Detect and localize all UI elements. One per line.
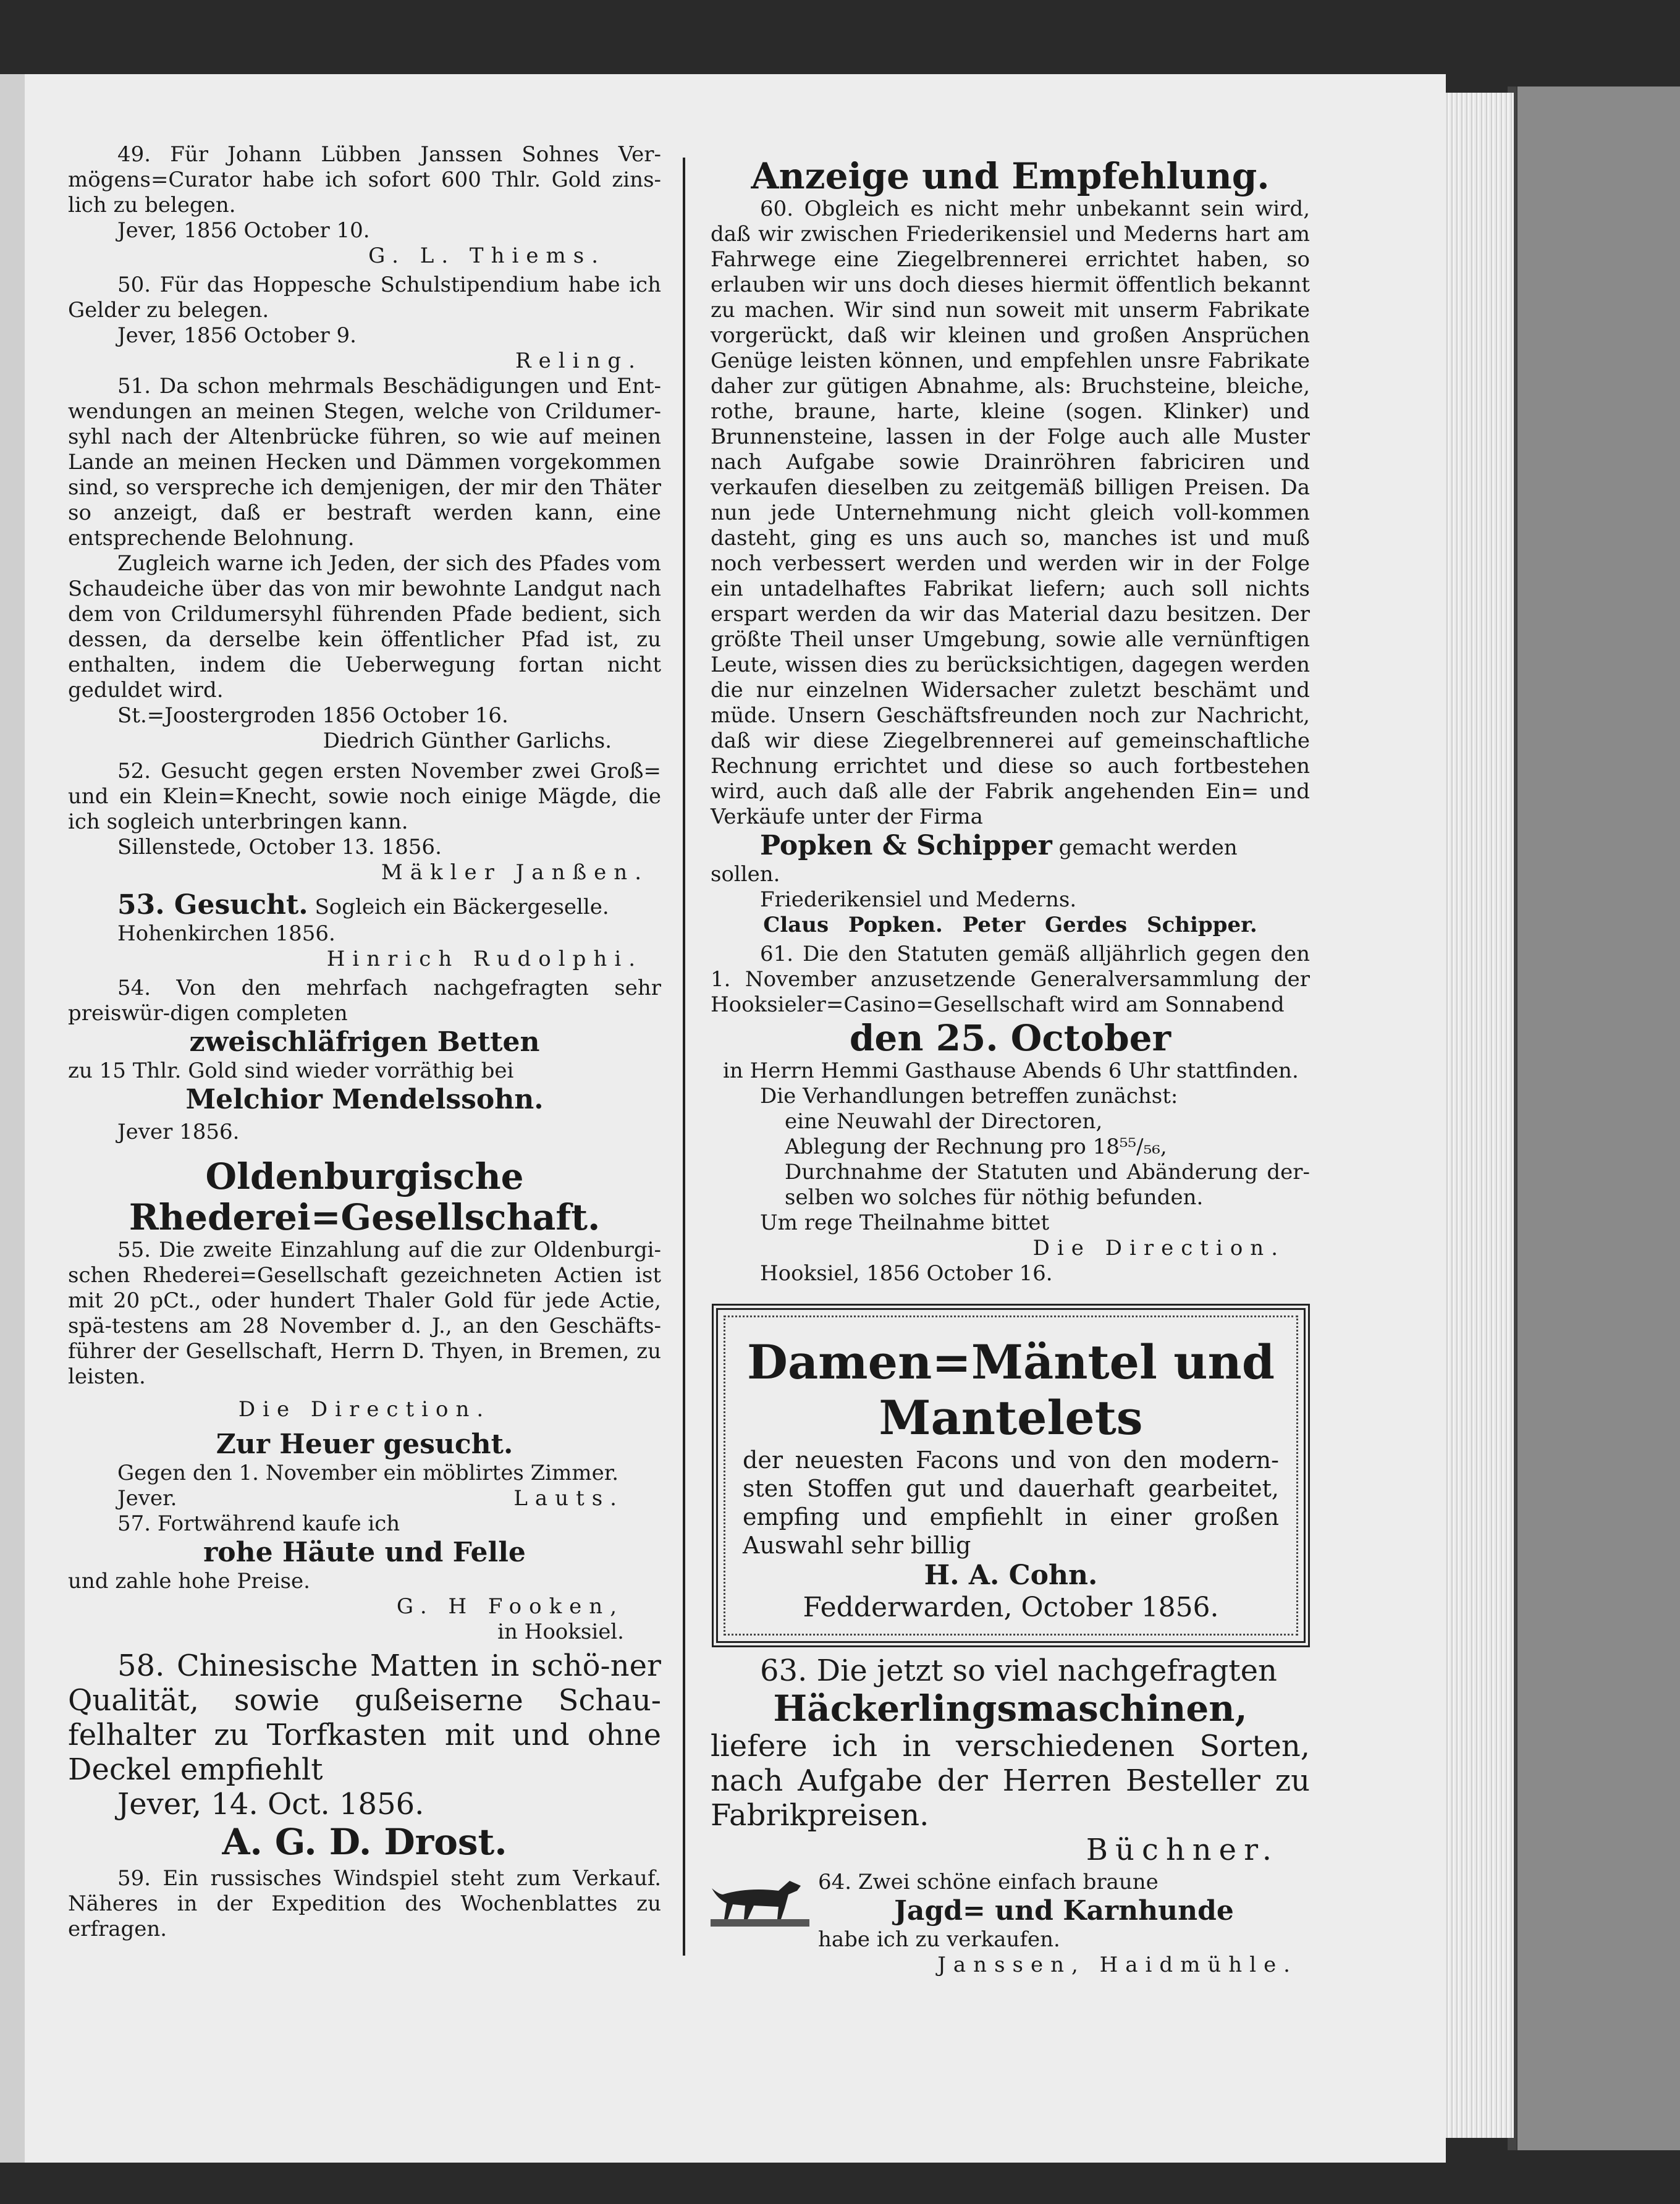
ad-50-text: 50. Für das Hoppesche Schulstipendium habe ich Gelder zu belegen. bbox=[68, 272, 661, 323]
ad-53-heading: 53. Gesucht. bbox=[117, 889, 308, 921]
ad-64 bbox=[711, 1870, 1310, 1978]
ad-57-text: 57. Fortwährend kaufe ich bbox=[117, 1511, 400, 1536]
ad-53 bbox=[68, 889, 661, 972]
ad-62-text: der neuesten Facons und von den modern-sten Stoffen gut und dauerhaft gearbeitet, empfing und empfiehlt in einer großen Auswahl sehr billig bbox=[743, 1446, 1279, 1559]
ad-60-heading: Anzeige und Empfehlung. bbox=[751, 155, 1270, 197]
ad-53-date: Hohenkirchen 1856. bbox=[117, 921, 336, 946]
ad-61 bbox=[711, 942, 1310, 1286]
ad-54 bbox=[68, 976, 661, 1145]
ad-56-text: Gegen den 1. November ein möblirtes Zimmer. bbox=[117, 1461, 619, 1485]
ad-60-firm: Popken & Schipper bbox=[760, 830, 1052, 861]
ad-63 bbox=[711, 1653, 1310, 1867]
ad-55-signature: Die Direction. bbox=[238, 1397, 491, 1422]
ad-49 bbox=[68, 142, 661, 269]
ad-56 bbox=[68, 1429, 661, 1511]
ad-61-closing: Um rege Theilnahme bittet bbox=[760, 1210, 1050, 1235]
ad-49-date: Jever, 1856 October 10. bbox=[117, 218, 370, 243]
right-column bbox=[711, 156, 1310, 1978]
ad-52-signature: Mäkler Janßen. bbox=[381, 860, 649, 885]
ad-61-text: 61. Die den Statuten gemäß alljährlich gegen den 1. November anzusetzende Generalversammlung der Hooksieler=Casino=Gesellschaft wird am Sonnabend bbox=[711, 942, 1310, 1017]
ad-62-date: Fedderwarden, October 1856. bbox=[803, 1592, 1219, 1623]
ad-62-signature: H. A. Cohn. bbox=[924, 1560, 1098, 1591]
ad-59-text: 59. Ein russisches Windspiel steht zum Verkauf. Näheres in der Expedition des Wochenblattes zu erfragen. bbox=[68, 1866, 661, 1941]
ad-55 bbox=[68, 1156, 661, 1422]
ad-51-date: St.=Joostergroden 1856 October 16. bbox=[117, 703, 509, 728]
ad-58-signature: A. G. D. Drost. bbox=[222, 1821, 507, 1863]
ad-54-text: 54. Von den mehrfach nachgefragten sehr preiswür-digen completen bbox=[68, 976, 661, 1026]
ad-50-signature: Reling. bbox=[515, 348, 643, 373]
ad-55-text: 55. Die zweite Einzahlung auf die zur Oldenburgi-schen Rhederei=Gesellschaft gezeichneten Actien ist mit 20 pCt., oder hundert Thaler Gold für jede Actie, spä-testens am 28 November d. J., an den Geschäfts-führer der Gesellschaft, Herrn D. Thyen, in Bremen, zu leisten. bbox=[68, 1238, 661, 1389]
ad-64-product: Jagd= und Karnhunde bbox=[894, 1895, 1234, 1927]
ad-61-agenda-3: Durchnahme der Statuten und Abänderung der-selben wo solches für nöthig befunden. bbox=[785, 1160, 1310, 1210]
ad-60-text: 60. Obgleich es nicht mehr unbekannt sein wird, daß wir zwischen Friederikensiel und Mederns hart am Fahrwege eine Ziegelbrennerei errichtet haben, so erlauben wir uns doch dieses hiermit öffentlich bekannt zu machen. Wir sind nun soweit mit unserm Fabrikate vorgerückt, daß wir kleinen und großen Ansprüchen Genüge leisten können, und empfehlen unsre Fabrikate daher zur gütigen Abnahme, als: Bruchsteine, bleiche, rothe, braune, harte, kleine (sogen. Klinker) und Brunnensteine, lassen in der Folge auch alle Muster nach Aufgabe sowie Drainröhren fabriciren und verkaufen dieselben zu zeitgemäß billigen Preisen. Da nun jede Unternehmung nicht gleich voll-kommen dasteht, ging es uns auch so, manches ist und muß noch verbessert werden und werden wir in der Folge ein untadelhaftes Fabrikat liefern; auch soll nichts erspart werden da wir das Material dazu besitzen. Der größte Theil unser Umgebung, sowie alle vernünftigen Leute, wissen dies zu berücksichtigen, dagegen werden die nur einzelnen Widersacher zuletzt beschämt und müde. Unsern Geschäftsfreunden noch zur Nachricht, daß wir diese Ziegelbrennerei auf gemeinschaftliche Rechnung errichtet und diese so auch fortbestehen wird, auch daß alle der Fabrik angehenden Ein= und Verkäufe unter der Firma bbox=[711, 196, 1310, 829]
ad-61-agenda-1: eine Neuwahl der Directoren, bbox=[785, 1109, 1103, 1134]
ad-63-text: 63. Die jetzt so viel nachgefragten bbox=[760, 1653, 1277, 1688]
ad-51-signature: Diedrich Günther Garlichs. bbox=[323, 728, 612, 753]
previous-page-edge bbox=[0, 74, 25, 2163]
ad-61-location: in Herrn Hemmi Gasthause Abends 6 Uhr stattfinden. bbox=[723, 1058, 1299, 1083]
ad-60-text-end: gemacht werden sollen. bbox=[711, 835, 1238, 887]
ad-64-signature: Janssen, Haidmühle. bbox=[937, 1953, 1298, 1977]
ad-61-date-heading: den 25. October bbox=[849, 1017, 1171, 1059]
ad-58-text: 58. Chinesische Matten in schö-ner Qualität, sowie gußeiserne Schau-felhalter zu Torfkasten mit und ohne Deckel empfiehlt bbox=[68, 1649, 661, 1787]
ad-49-signature: G. L. Thiems. bbox=[368, 243, 606, 268]
ad-52 bbox=[68, 759, 661, 885]
ad-60-signature-1: Claus Popken. bbox=[763, 913, 943, 937]
ad-59 bbox=[68, 1866, 661, 1942]
ad-64-text-end: habe ich zu verkaufen. bbox=[818, 1927, 1060, 1952]
ad-57 bbox=[68, 1511, 661, 1645]
ad-56-signature: Lauts. bbox=[513, 1486, 624, 1511]
ad-56-heading: Zur Heuer gesucht. bbox=[216, 1429, 513, 1460]
ad-54-date: Jever 1856. bbox=[117, 1120, 240, 1144]
ad-62-heading-2: Mantelets bbox=[879, 1390, 1143, 1445]
ad-51 bbox=[68, 374, 661, 754]
column-divider bbox=[683, 158, 685, 1956]
ad-52-text: 52. Gesucht gegen ersten November zwei Groß= und ein Klein=Knecht, sowie noch einige Mägde, die ich sogleich unterbringen kann. bbox=[68, 759, 661, 834]
ad-61-signature: Die Direction. bbox=[1032, 1236, 1285, 1260]
ad-64-text: 64. Zwei schöne einfach braune bbox=[818, 1870, 1159, 1894]
ad-54-signature: Melchior Mendelssohn. bbox=[185, 1084, 544, 1115]
ad-63-signature: Büchner. bbox=[1086, 1833, 1279, 1867]
ad-57-place: in Hooksiel. bbox=[497, 1619, 624, 1644]
ad-53-text: Sogleich ein Bäckergeselle. bbox=[314, 895, 609, 919]
ad-57-price: und zahle hohe Preise. bbox=[68, 1569, 310, 1594]
ad-49-text: 49. Für Johann Lübben Janssen Sohnes Ver-mögens=Curator habe ich sofort 600 Thlr. Gold zins-lich zu belegen. bbox=[68, 142, 661, 217]
ad-63-product: Häckerlingsmaschinen, bbox=[773, 1687, 1247, 1729]
ad-61-agenda-2: Ablegung der Rechnung pro 18⁵⁵/₅₆, bbox=[785, 1134, 1167, 1159]
ad-62-framed-advert bbox=[712, 1304, 1310, 1647]
ad-55-heading-2: Rhederei=Gesellschaft. bbox=[129, 1196, 601, 1238]
ad-58-date: Jever, 14. Oct. 1856. bbox=[117, 1787, 424, 1822]
ad-60-place: Friederikensiel und Mederns. bbox=[760, 887, 1077, 912]
page-stack-edge bbox=[1440, 93, 1514, 2138]
hunting-dog-woodcut-icon bbox=[711, 1870, 809, 1932]
ad-51-text: 51. Da schon mehrmals Beschädigungen und Ent-wendungen an meinen Stegen, welche von Crildumer-syhl nach der Altenbrücke führen, so wie auf meinen Lande an meinen Hecken und Dämmen vorgekommen sind, so verspreche ich demjenigen, der mir den Thäter so anzeigt, daß er bestraft werden kann, eine entsprechende Belohnung. bbox=[68, 374, 661, 551]
ad-55-heading-1: Oldenburgische bbox=[205, 1155, 524, 1197]
ad-52-date: Sillenstede, October 13. 1856. bbox=[117, 835, 442, 859]
ad-58 bbox=[68, 1649, 661, 1862]
ad-61-agenda-intro: Die Verhandlungen betreffen zunächst: bbox=[760, 1084, 1178, 1108]
ad-57-product: rohe Häute und Felle bbox=[203, 1537, 526, 1568]
left-column bbox=[68, 142, 661, 1942]
ad-50-date: Jever, 1856 October 9. bbox=[117, 323, 357, 348]
ad-51-warning: Zugleich warne ich Jeden, der sich des Pfades vom Schaudeiche über das von mir bewohnte Landgut nach dem von Crildumersyhl führenden Pfade bedient, sich dessen, da derselbe kein öffentlicher Pfad ist, zu enthalten, indem die Ueberwegung fortan nicht geduldet wird. bbox=[68, 551, 661, 703]
ad-63-details: liefere ich in verschiedenen Sorten, nach Aufgabe der Herren Besteller zu Fabrikpreisen. bbox=[711, 1729, 1310, 1833]
book-cover bbox=[1514, 87, 1680, 2150]
ad-62-heading-1: Damen=Mäntel und bbox=[747, 1335, 1275, 1390]
ad-56-place: Jever. bbox=[117, 1486, 177, 1511]
ad-60 bbox=[711, 156, 1310, 938]
ad-60-signature-2: Peter Gerdes Schipper. bbox=[962, 913, 1257, 937]
ad-54-product: zweischläfrigen Betten bbox=[189, 1026, 540, 1058]
ad-54-price: zu 15 Thlr. Gold sind wieder vorräthig bei bbox=[68, 1058, 514, 1083]
ad-50 bbox=[68, 272, 661, 374]
ad-61-date: Hooksiel, 1856 October 16. bbox=[760, 1261, 1053, 1286]
ad-57-signature: G. H Fooken, bbox=[396, 1594, 624, 1619]
ad-53-signature: Hinrich Rudolphi. bbox=[326, 947, 643, 971]
